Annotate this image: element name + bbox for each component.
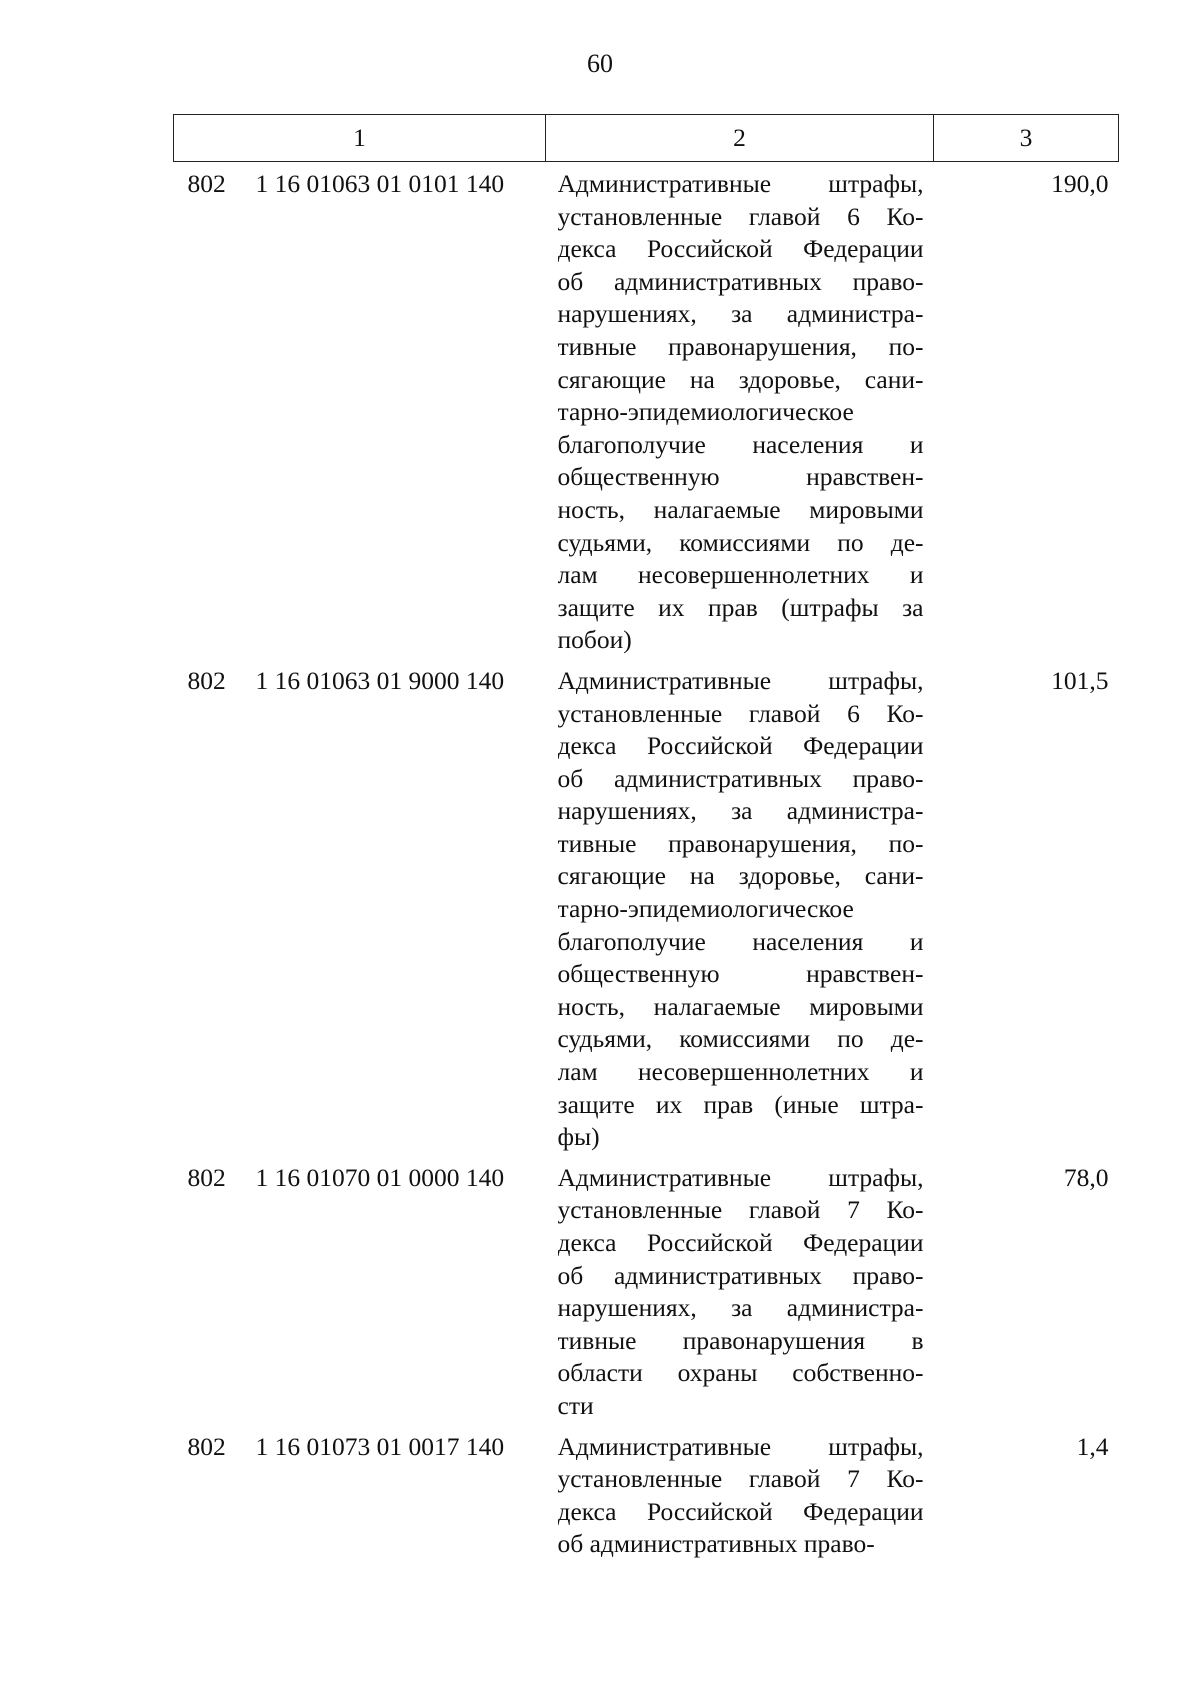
header-col-2: 2 — [546, 115, 934, 162]
description-line: общественную нравствен- — [557, 959, 924, 989]
description-line: об административных право- — [557, 763, 924, 793]
budget-classification-code: 1 16 01063 01 0101 140 — [255, 169, 505, 198]
budget-classification-code: 1 16 01063 01 9000 140 — [255, 665, 505, 695]
description-line: защите их прав (штрафы за — [557, 592, 924, 622]
description-line: фы) — [557, 1122, 600, 1152]
description-cell — [546, 657, 934, 1154]
description-line: ность, налагаемые мировыми — [557, 991, 924, 1021]
page-number: 60 — [587, 49, 613, 78]
code-cell — [174, 657, 546, 1154]
description-line: Административные штрафы, — [557, 1431, 924, 1461]
admin-code: 802 — [187, 1431, 226, 1461]
description-cell — [546, 1423, 934, 1561]
amount-cell: 1,4 — [1076, 1431, 1109, 1461]
description-line: декса Российской Федерации — [557, 1496, 924, 1526]
description-line: об административных право- — [557, 1260, 924, 1290]
description-line: защите их прав (иные штра- — [557, 1089, 924, 1119]
description-line: области охраны собственно- — [557, 1358, 924, 1388]
amount-cell: 78,0 — [1063, 1162, 1109, 1192]
budget-codes-table — [173, 114, 1119, 1561]
description-line: Административные штрафы, — [557, 169, 924, 198]
description-line: побои) — [557, 625, 632, 655]
description-line: декса Российской Федерации — [557, 731, 924, 761]
description-line: тарно-эпидемиологическое — [557, 894, 854, 924]
description-line: тарно-эпидемиологическое — [557, 397, 854, 427]
table-row — [174, 657, 1119, 1154]
budget-classification-code: 1 16 01070 01 0000 140 — [255, 1162, 505, 1192]
table-body — [174, 162, 1119, 1561]
description-cell — [546, 162, 934, 657]
header-col-3: 3 — [934, 115, 1119, 162]
admin-code: 802 — [187, 169, 226, 198]
description-line: об административных право- — [557, 266, 924, 296]
description-line: тивные правонарушения, по- — [557, 331, 924, 361]
description-line: сягающие на здоровье, сани- — [557, 364, 924, 394]
table-row — [174, 1423, 1119, 1561]
description-line: сягающие на здоровье, сани- — [557, 861, 924, 891]
description-cell — [546, 1154, 934, 1423]
budget-classification-code: 1 16 01073 01 0017 140 — [255, 1431, 505, 1461]
description-line: нарушениях, за администра- — [557, 299, 924, 329]
table-header — [174, 115, 1119, 162]
description-line: тивные правонарушения, по- — [557, 828, 924, 858]
description-line: установленные главой 6 Ко- — [557, 201, 924, 231]
amount-cell: 190,0 — [1051, 169, 1109, 198]
description-line: установленные главой 7 Ко- — [557, 1195, 924, 1225]
description-line: общественную нравствен- — [557, 462, 924, 492]
description-line: сти — [557, 1390, 594, 1420]
table-row — [174, 1154, 1119, 1423]
code-cell — [174, 1154, 546, 1423]
description-line: ность, налагаемые мировыми — [557, 494, 924, 524]
description-line: установленные главой 7 Ко- — [557, 1464, 924, 1494]
code-cell — [174, 1423, 546, 1561]
description-line: благополучие населения и — [557, 429, 924, 459]
code-cell — [174, 162, 546, 657]
header-col-1: 1 — [174, 115, 546, 162]
description-line: тивные правонарушения в — [557, 1325, 924, 1355]
admin-code: 802 — [187, 1162, 226, 1192]
description-line: судьями, комиссиями по де- — [557, 527, 924, 557]
description-line: декса Российской Федерации — [557, 1228, 924, 1257]
description-line: судьями, комиссиями по де- — [557, 1024, 924, 1054]
description-line: Административные штрафы, — [557, 665, 924, 695]
amount-cell: 101,5 — [1051, 665, 1109, 695]
header-row — [174, 115, 1119, 162]
description-line: Административные штрафы, — [557, 1162, 924, 1192]
description-line: благополучие населения и — [557, 926, 924, 956]
table-row — [174, 162, 1119, 657]
description-line: об административных право- — [557, 1529, 875, 1559]
description-line: нарушениях, за администра- — [557, 1293, 924, 1323]
description-line: нарушениях, за администра- — [557, 796, 924, 826]
description-line: установленные главой 6 Ко- — [557, 698, 924, 728]
admin-code: 802 — [187, 665, 226, 695]
description-line: лам несовершеннолетних и — [557, 560, 924, 590]
description-line: декса Российской Федерации — [557, 234, 924, 264]
description-line: лам несовершеннолетних и — [557, 1057, 924, 1087]
